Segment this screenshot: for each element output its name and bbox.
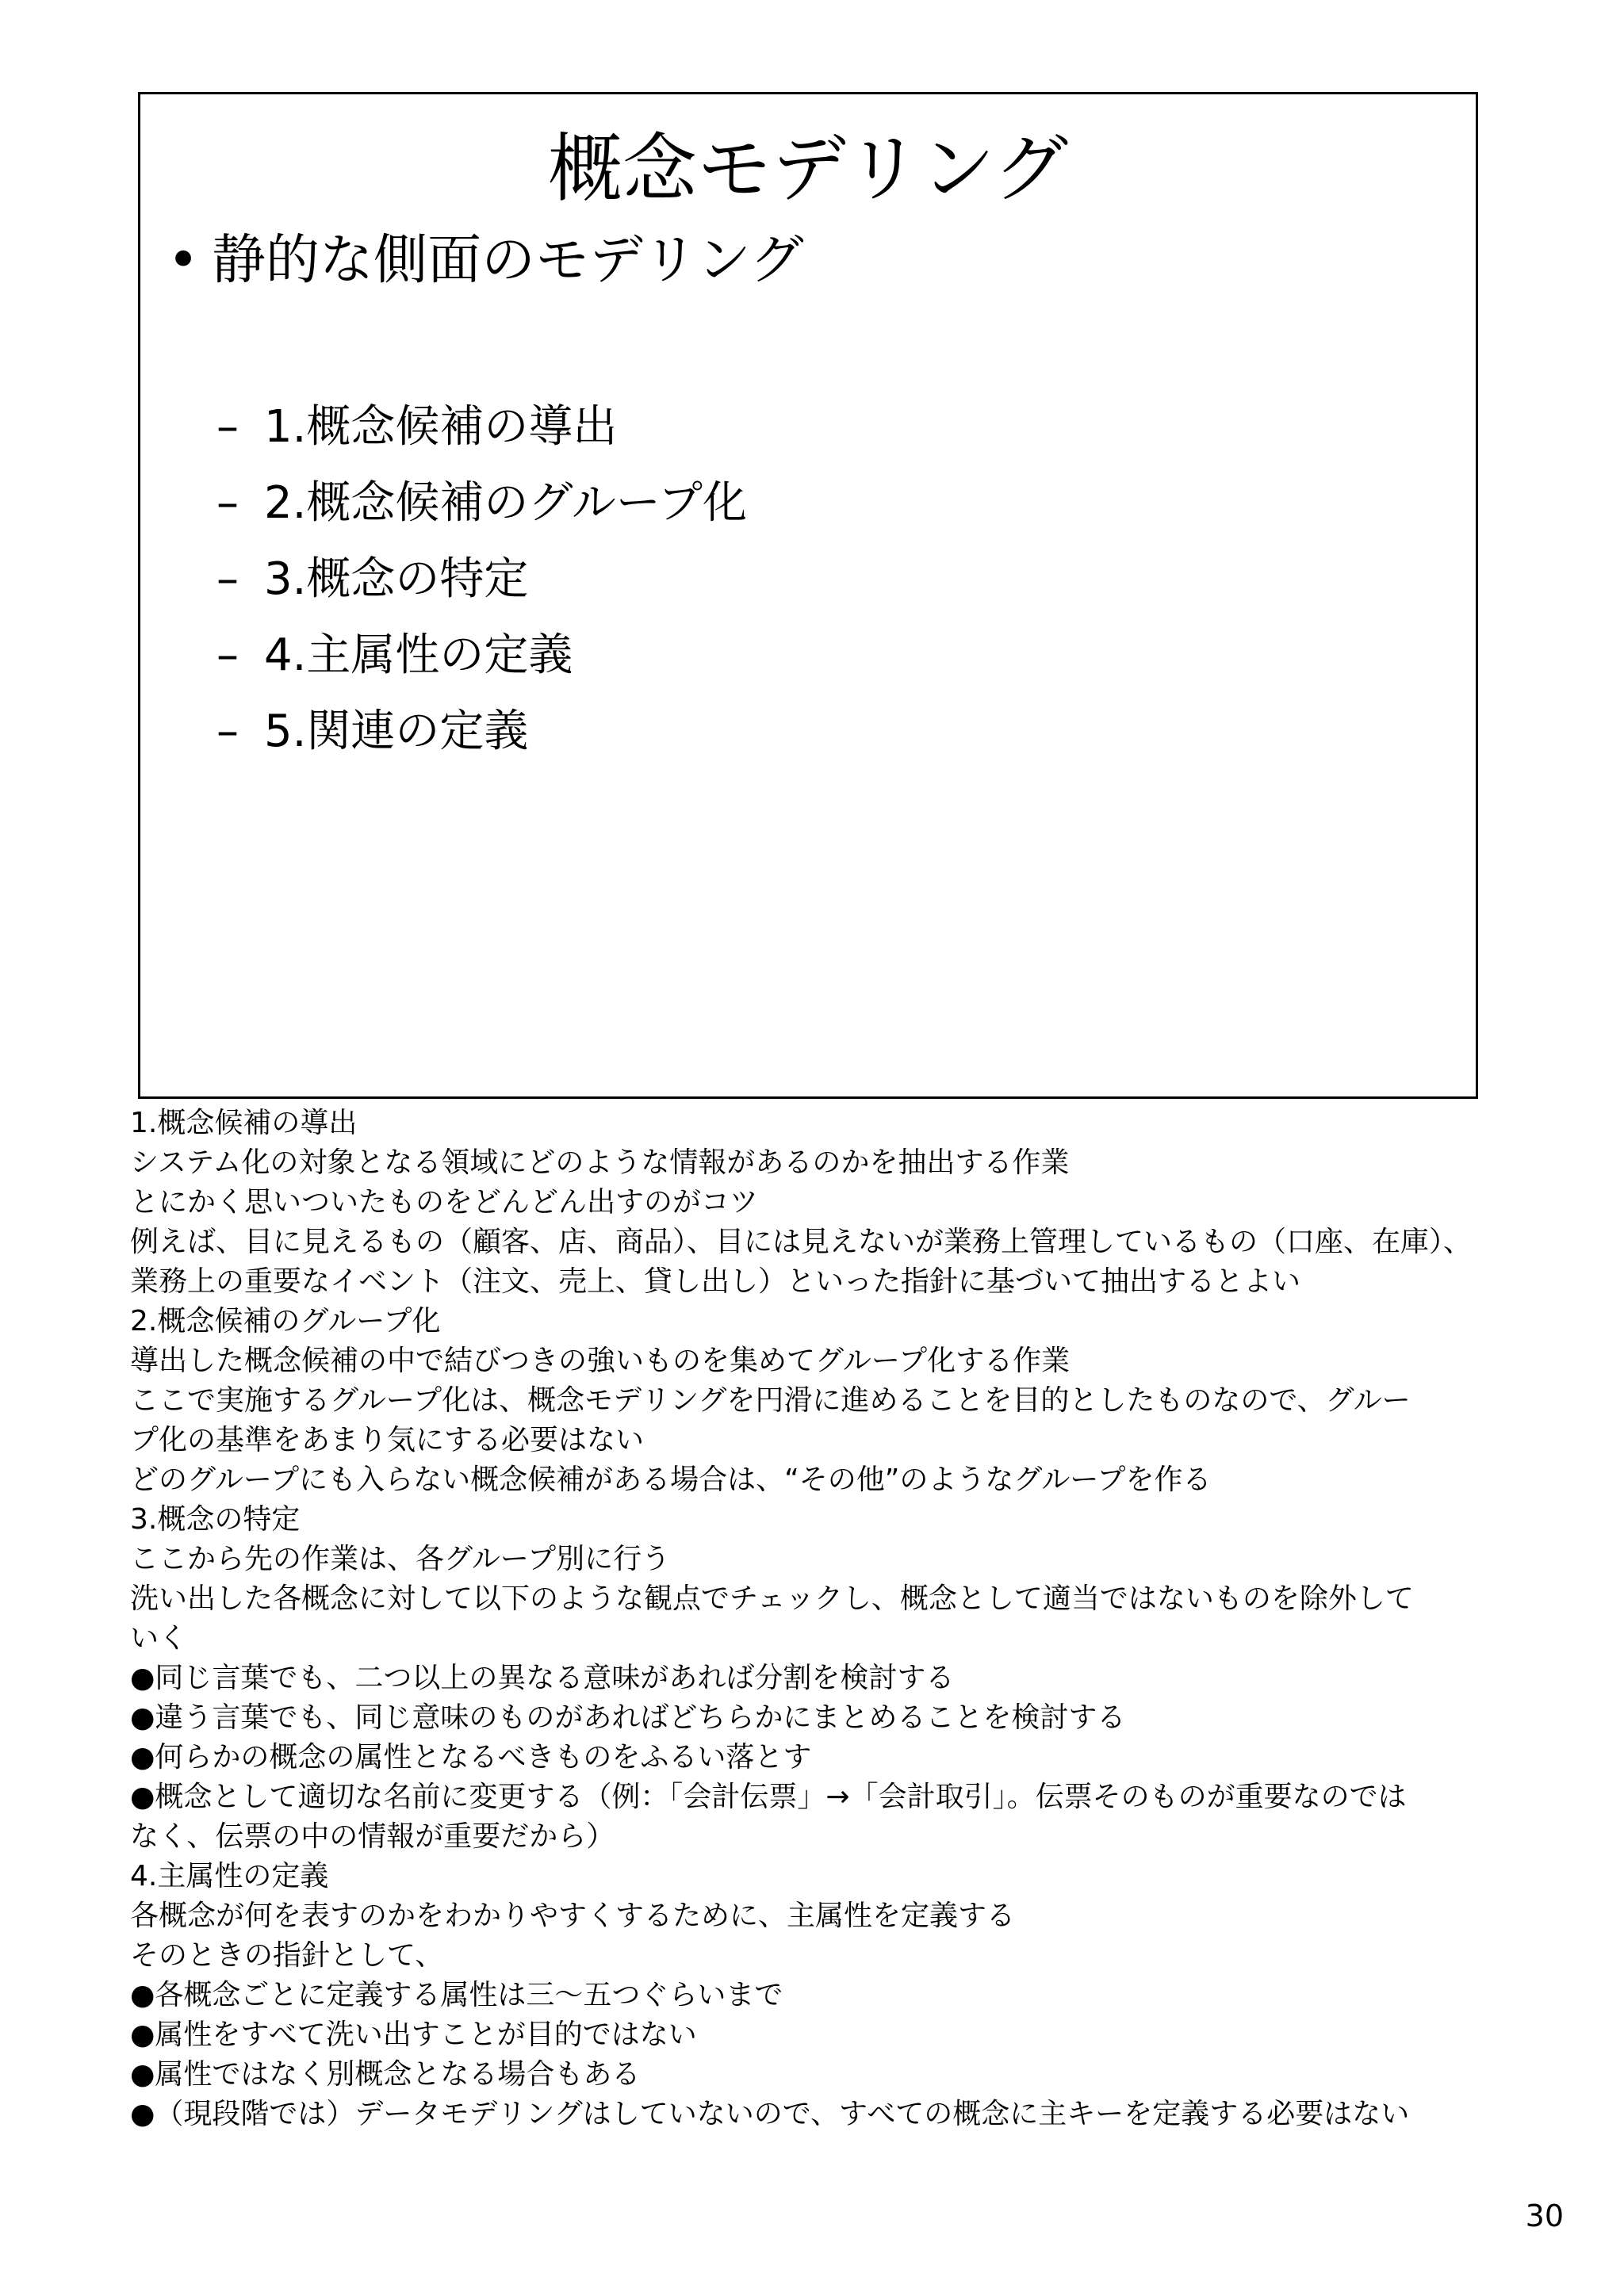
notes-line: 業務上の重要なイベント（注文、売上、貸し出し）といった指針に基づいて抽出するとよい (130, 1265, 1301, 1298)
notes-line: 洗い出した各概念に対して以下のような観点でチェックし、概念として適当ではないものを除外して (130, 1582, 1414, 1615)
notes-line: ●何らかの概念の属性となるべきものをふるい落とす (130, 1741, 812, 1774)
notes-line: ●同じ言葉でも、二つ以上の異なる意味があれば分割を検討する (130, 1662, 955, 1694)
notes-line: ●各概念ごとに定義する属性は三～五つぐらいまで (130, 1979, 783, 2011)
dash-marker: – (216, 706, 239, 757)
notes-line: ●概念として適切な名前に変更する（例：「会計伝票」→「会計取引」。伝票そのものが重要なのでは (130, 1781, 1407, 1813)
sub-bullet-text: 3.概念の特定 (264, 553, 529, 605)
dash-marker: – (216, 401, 239, 453)
dash-marker: – (216, 477, 239, 529)
bullet-dot: • (167, 229, 200, 292)
sub-bullet-item (216, 541, 747, 618)
notes-line: いく (130, 1622, 188, 1655)
sub-bullet-text: 5.関連の定義 (264, 706, 529, 757)
speaker-notes (130, 1104, 1518, 2134)
notes-line: 1.概念候補の導出 (130, 1107, 358, 1139)
notes-line: ●（現段階では）データモデリングはしていないので、すべての概念に主キーを定義する必要はない (130, 2098, 1410, 2130)
notes-line: ●属性ではなく別概念となる場合もある (130, 2058, 641, 2091)
notes-line: 導出した概念候補の中で結びつきの強いものを集めてグループ化する作業 (130, 1345, 1071, 1377)
notes-line: 各概念が何を表すのかをわかりやすくするために、主属性を定義する (130, 1900, 1016, 1932)
notes-line: 3.概念の特定 (130, 1503, 301, 1536)
notes-line: とにかく思いついたものをどんどん出すのがコツ (130, 1186, 759, 1219)
notes-line: 2.概念候補のグループ化 (130, 1305, 441, 1337)
notes-line: システム化の対象となる領域にどのような情報があるのかを抽出する作業 (130, 1146, 1070, 1179)
notes-line: そのときの指針として、 (130, 1939, 444, 1972)
slide-frame (138, 92, 1478, 1099)
sub-bullet-list (216, 389, 747, 770)
notes-line: なく、伝票の中の情報が重要だから） (130, 1820, 615, 1853)
sub-bullet-text: 4.主属性の定義 (264, 629, 573, 681)
main-bullet-text: 静的な側面のモデリング (212, 229, 804, 292)
sub-bullet-text: 1.概念候補の導出 (264, 401, 618, 453)
notes-line: ●属性をすべて洗い出すことが目的ではない (130, 2019, 697, 2051)
dash-marker: – (216, 629, 239, 681)
sub-bullet-item (216, 465, 747, 541)
sub-bullet-text: 2.概念候補のグループ化 (264, 477, 747, 529)
notes-line: ここで実施するグループ化は、概念モデリングを円滑に進めることを目的としたものなので、グルー (130, 1384, 1411, 1417)
notes-line: ここから先の作業は、各グループ別に行う (130, 1543, 671, 1575)
slide-title: 概念モデリング (547, 126, 1069, 212)
notes-line: ●違う言葉でも、同じ意味のものがあればどちらかにまとめることを検討する (130, 1701, 1126, 1734)
notes-line: どのグループにも入らない概念候補がある場合は、“その他”のようなグループを作る (130, 1464, 1212, 1496)
notes-line: プ化の基準をあまり気にする必要はない (130, 1424, 645, 1456)
sub-bullet-item (216, 694, 747, 770)
notes-line: 4.主属性の定義 (130, 1860, 329, 1892)
sub-bullet-item (216, 618, 747, 694)
page-number: 30 (1525, 2198, 1564, 2233)
notes-line: 例えば、目に見えるもの（顧客、店、商品）、目には見えないが業務上管理しているもの（口座、在庫）、 (130, 1226, 1473, 1258)
main-bullet (161, 221, 804, 300)
sub-bullet-item (216, 389, 747, 465)
dash-marker: – (216, 553, 239, 605)
